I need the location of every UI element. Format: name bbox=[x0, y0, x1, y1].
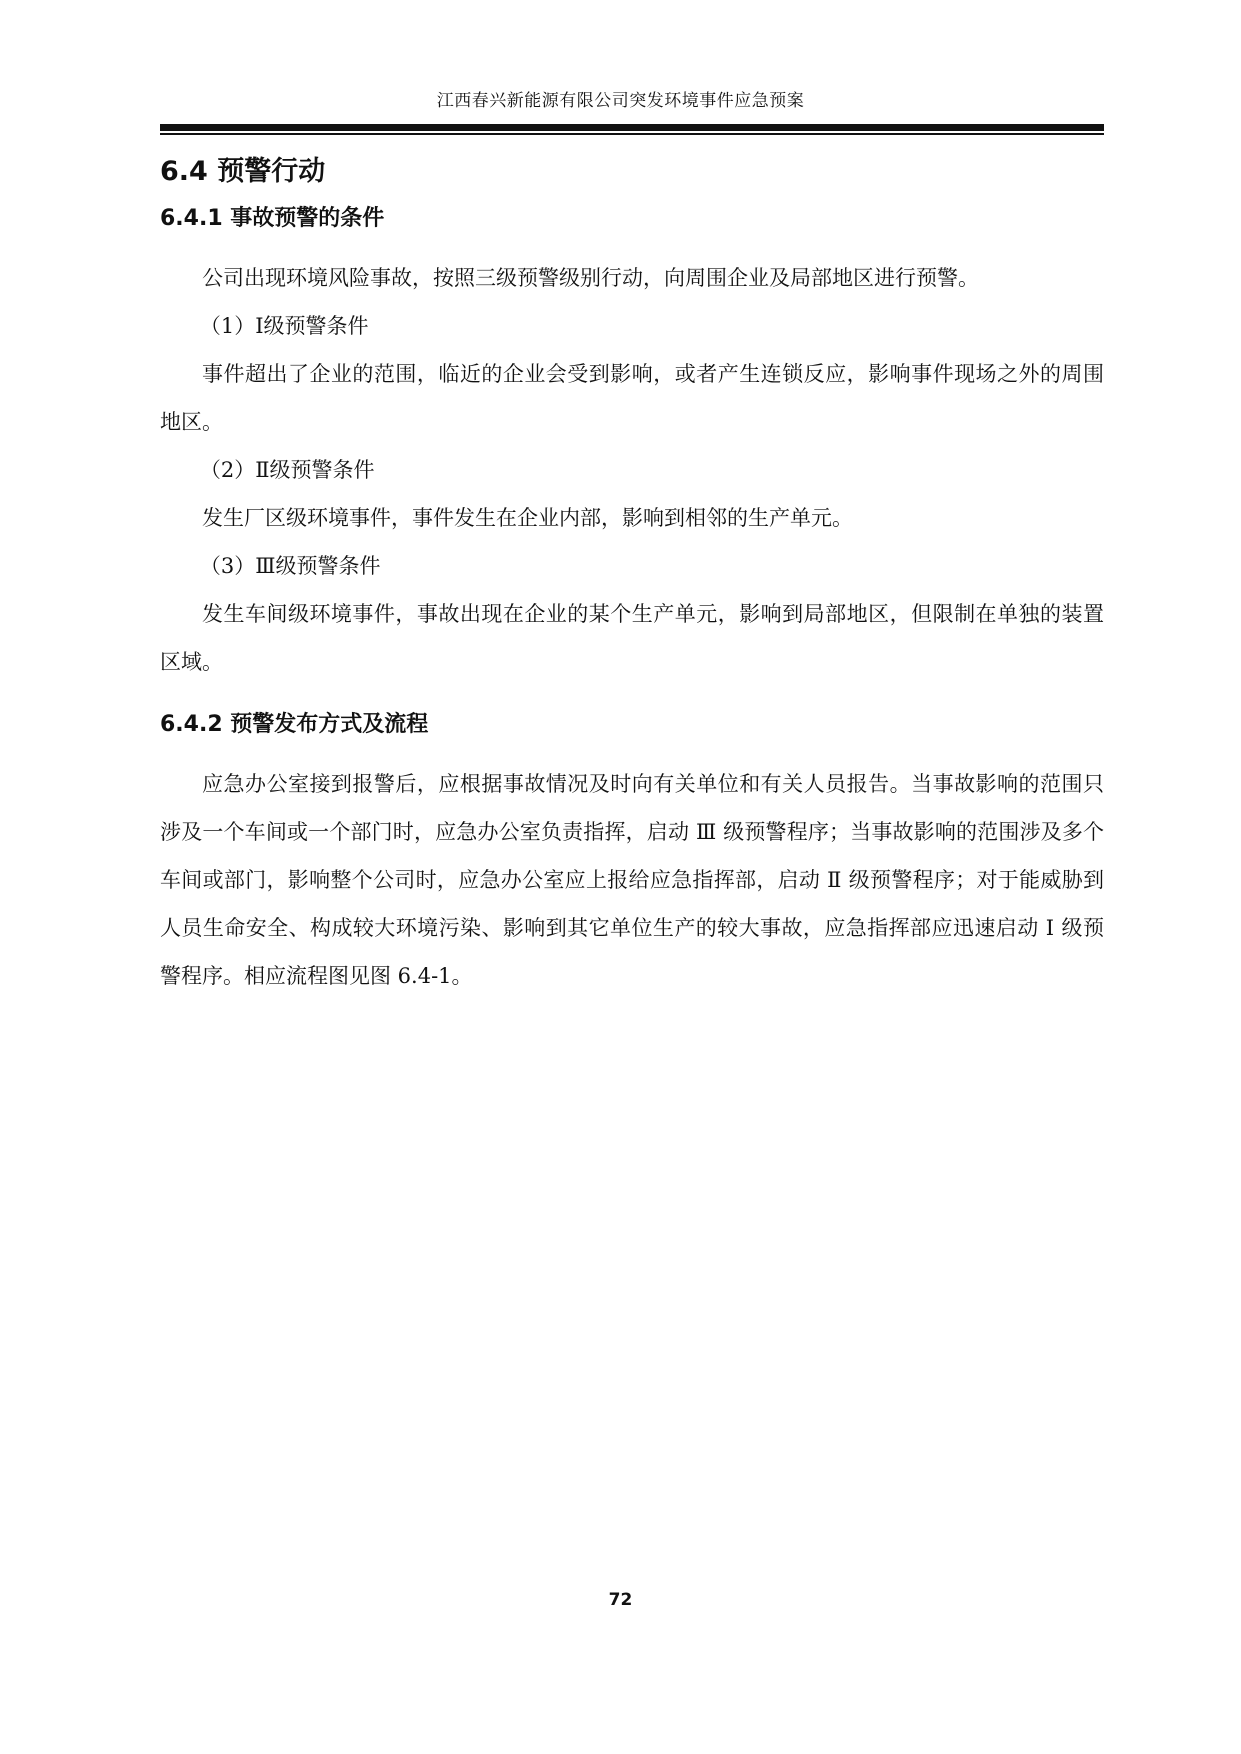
condition-label-level-2: （2）Ⅱ级预警条件 bbox=[199, 458, 375, 482]
section-heading: 6.4 预警行动 bbox=[160, 156, 326, 187]
paragraph-intro: 公司出现环境风险事故，按照三级预警级别行动，向周围企业及局部地区进行预警。 bbox=[202, 266, 979, 290]
condition-label-level-1: （1）Ⅰ级预警条件 bbox=[199, 314, 369, 338]
subsection-heading-6-4-2: 6.4.2 预警发布方式及流程 bbox=[160, 712, 429, 737]
paragraph-warning-process: 应急办公室接到报警后，应根据事故情况及时向有关单位和有关人员报告。当事故影响的范围只涉及一个车间或一个部门时，应急办公室负责指挥，启动 Ⅲ 级预警程序；当事故影响的范围涉及多个车间或部门，影响整个公司时，应急办公室应上报给应急指挥部，启动 Ⅱ 级预警程序；对于能威胁到人员生命安全、构成较大环境污染、影响到其它单位生产的较大事故，应急指挥部应迅速启动 Ⅰ 级预警程序。相应流程图见图 6.4-1。 bbox=[160, 772, 1104, 988]
header-rule-thick bbox=[160, 124, 1104, 131]
condition-text-level-1: 事件超出了企业的范围，临近的企业会受到影响，或者产生连锁反应，影响事件现场之外的周围地区。 bbox=[160, 362, 1104, 434]
document-header-title: 江西春兴新能源有限公司突发环境事件应急预案 bbox=[436, 91, 805, 111]
subsection-heading-6-4-1: 6.4.1 事故预警的条件 bbox=[160, 206, 385, 231]
page-number: 72 bbox=[608, 1590, 633, 1610]
condition-text-level-2: 发生厂区级环境事件，事件发生在企业内部，影响到相邻的生产单元。 bbox=[202, 506, 853, 530]
condition-text-level-3: 发生车间级环境事件，事故出现在企业的某个生产单元，影响到局部地区，但限制在单独的装置区域。 bbox=[160, 602, 1104, 674]
condition-label-level-3: （3）Ⅲ级预警条件 bbox=[199, 554, 381, 578]
header-rule-thin bbox=[160, 133, 1104, 135]
page-content bbox=[160, 150, 1104, 1000]
